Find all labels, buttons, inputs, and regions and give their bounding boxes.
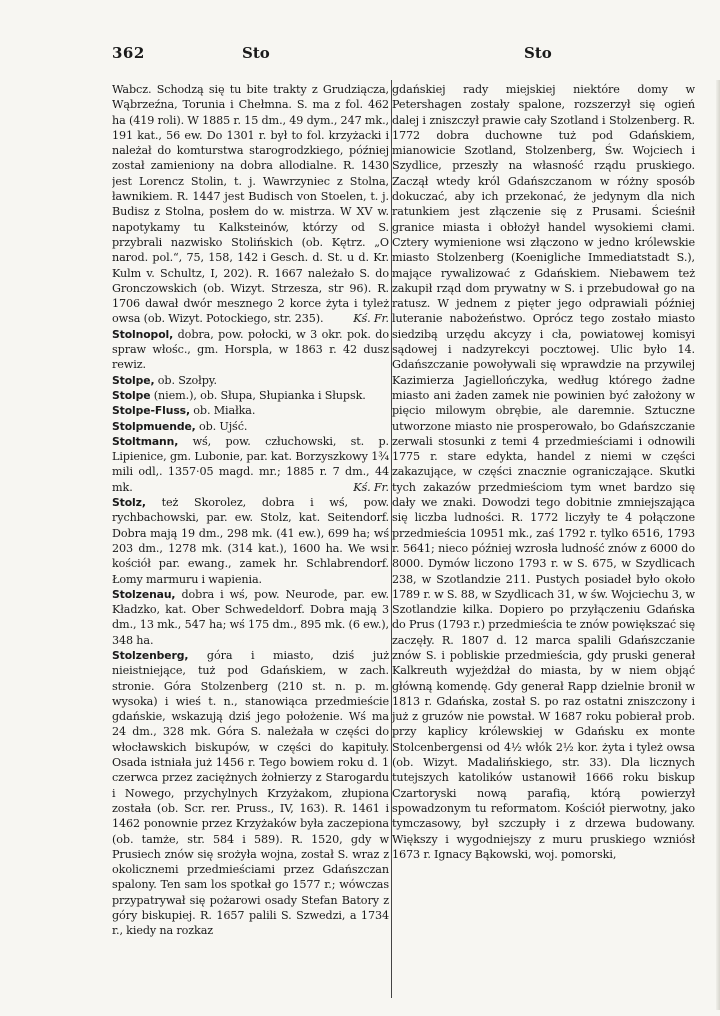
entry-text: góra i miasto, dziś już nieistniejące, tuż pod Gdańskiem, w zach. stronie. Góra Stolzenberg (210 st. n. p. m. wysoka) i wieś t. n., stanowiąca przedmieście gdańskie, wskazują dziś jego położenie. Wś ma 24 dm., 328 mk. Góra S. należała w części do włocławskich biskupów, w części do kapituły. Osada istniała już 1456 r. Tego bowiem roku d. 1 czerwca przez zaciężnych żołnierzy z Starogardu i Nowego, przychylnych Krzyżakom, złupiona została (ob. Scr. rer. Pruss., IV, 163). R. 1461 i 1462 ponownie przez Krzyżaków była zaczepiona (ob. tamże, str. 584 i 589). R. 1520, gdy w Prusiech znów się srożyła wojna, został S. wraz z okolicznemi przedmieściami przez Gdańszczan spalony. Ten sam los spotkał go 1577 r.; wówczas przypatrywał się pożarowi osady Stefan Batory z góry biskupiej. R. 1657 palili S. Szwedzi, a 1734 r., kiedy na rozkaz: [112, 648, 389, 938]
entry-text: dobra, pow. połocki, w 3 okr. pok. do spraw włośc., gm. Horspla, w 1863 r. 42 dusz rewiz.: [112, 327, 389, 372]
right-column: [392, 82, 695, 1002]
entry-headword: Stolpe,: [112, 373, 155, 387]
entry-headword: Stolz,: [112, 496, 146, 510]
dictionary-entry: [112, 388, 389, 403]
entry-headword: Stolzenau,: [112, 587, 176, 601]
dictionary-entry: [112, 327, 389, 373]
dictionary-entry: [112, 82, 389, 327]
entry-headword: Stolpe: [112, 388, 151, 402]
entry-text: wś, pow. człuchowski, st. p. Lipienice, gm. Lubonie, par. kat. Borzyszkowy 1¾ mili odl,. 1357·05 magd. mr.; 1885 r. 7 dm., 44 mk.: [112, 434, 389, 494]
entry-headword: Stolnopol,: [112, 327, 174, 341]
dictionary-entry: [392, 82, 695, 862]
entry-headword: Stolpe-Fluss,: [112, 404, 191, 418]
page-edge-shadow: [716, 80, 720, 1010]
entry-text: dobra i wś, pow. Neurode, par. ew. Kładzko, kat. Ober Schwedeldorf. Dobra mają 3 dm., 13 mk., 547 ha; wś 175 dm., 895 mk. (6 ew.), 348 ha.: [112, 587, 389, 647]
dictionary-entry: [112, 648, 389, 939]
entry-headword: Stolzenberg,: [112, 648, 189, 662]
left-running-head: Sto: [242, 44, 270, 62]
entry-text: ob. Miałka.: [193, 404, 256, 418]
left-column: [112, 82, 389, 1002]
entry-signature: Kś. Fr.: [353, 480, 389, 494]
entry-text: też Skorolez, dobra i wś, pow. rychbachowski, par. ew. Stolz, kat. Seitendorf. Dobra mają 19 dm., 298 mk. (41 ew.), 699 ha; wś 203 dm., 1278 mk. (314 kat.), 1600 ha. We wsi kościół par. ewang., zamek hr. Schlabrendorf. Łomy marmuru i wapienia.: [112, 496, 389, 586]
entry-signature: Kś. Fr.: [353, 312, 389, 326]
dictionary-entry: [112, 495, 389, 587]
dictionary-entry: [112, 373, 389, 388]
entry-text: gdańskiej rady miejskiej niektóre domy w Petershagen zostały spalone, rozszerzył się ogień dalej i zniszczył prawie cały Szotland i Stolzenberg. R. 1772 dobra duchowne tuż pod Gdańskiem, mianowicie Szotland, Stolzenberg, Św. Wojciech i Szydlice, przeszły na własność rządu pruskiego. Zaczął wtedy król Gdańszczanom w różny sposób dokuczać, aby ich przekonać, że jedynym dla nich ratunkiem jest złączenie się z Prusami. Ścieśnił granice miasta i obłożył handel wysokiemi cłami. Cztery wymienione wsi złączono w jedno królewskie miasto Stolzenberg (Koenigliche Immediatstadt S.), mające rywalizować z Gdańskiem. Niebawem też zakupił rząd dom prywatny w S. i przebudował go na ratusz. W jednem z pięter jego odprawiali później luteranie nabożeństwo. Oprócz tego zostało miasto siedzibą urzędu akcyzy i cła, powiatowej komisyi sądowej i nadzyrekcyi pocztowej. Ulic było 14. Gdańszczanie powoływali się wprawdzie na przywilej Kazimierza Jagiellończyka, według którego żadne miasto ani żaden zamek nie powinien być założony w pięcio milowym obrębie, ale daremnie. Sztuczne utworzone miasto nie prosperowało, bo Gdańszczanie zerwali stosunki z temi 4 przedmieściami i odnowili 1775 r. stare edykta, handel z niemi w części zakazujące, w części znacznie ograniczające. Skutki tych zakazów przedmieściom tym wnet bardzo się dały we znaki. Dowodzi tego dobitnie zmniejszająca się liczba ludności. R. 1772 liczyły te 4 połączone przedmieścia 10951 mk., zaś 1792 r. tylko 6516, 1793 r. 5641; nieco później wzrosła ludność znów z 6000 do 8000. Dymów liczono 1793 r. w S. 675, w Szydlicach 238, w Szotlandzie 211. Pustych posiadeł było około 1789 r. w S. 88, w Szydlicach 31, w św. Wojciechu 3, w Szotlandzie kilka. Dopiero po przyłączeniu Gdańska do Prus (1793 r.) przedmieścia te znów powiększać się zaczęły. R. 1807 d. 12 marca spalili Gdańszczanie znów S. i pobliskie przedmieścia, gdy pruski generał Kalkreuth wyjeżdżał do miasta, by w niem objąć główną komendę. Gdy generał Rapp dzielnie bronił w 1813 r. Gdańska, został S. po raz ostatni zniszczony i już z gruzów nie powstał. W 1687 roku pobierał prob. przy kaplicy królewskiej w Gdańsku ex monte Stolcenbergensi od 4½ włók 2½ kor. żyta i tyleż owsa (ob. Wizyt. Madalińskiego, str. 33). Dla licznych tutejszych katolików ustanowił 1666 roku biskup Czartoryski nową parafią, którą powierzył spowadzonym tu reformatom. Kościół pierwotny, jako tymczasowy, był szczupły i z drzewa budowany. Większy i wygodniejszy z muru pruskiego wzniósł 1673 r. Ignacy Bąkowski, woj. pomorski,: [392, 83, 695, 861]
dictionary-entry: [112, 419, 389, 434]
dictionary-entry: [112, 434, 389, 495]
page-number: 362: [112, 44, 145, 62]
dictionary-entry: [112, 587, 389, 648]
entry-text: (niem.), ob. Słupa, Słupianka i Słupsk.: [153, 388, 366, 402]
dictionary-entry: [112, 403, 389, 418]
entry-text: Wabcz. Schodzą się tu bite trakty z Grudziącza, Wąbrzeźna, Torunia i Chełmna. S. ma z fol. 462 ha (419 roli). W 1885 r. 15 dm., 49 dym., 247 mk., 191 kat., 56 ew. Do 1301 r. był to fol. krzyżacki i należał do komturstwa starogrodzkiego, później został zamieniony na dobra allodialne. R. 1430 jest Lorencz Stolin, t. j. Wawrzyniec z Stolna, ławnikiem. R. 1447 jest Budisch von Stoelen, t. j. Budisz z Stolna, posłem do w. mistrza. W XV w. napotykamy tu Kalksteinów, którzy od S. przybrali nazwisko Stolińskich (ob. Kętrz. „O narod. pol.“, 75, 158, 142 i Gesch. d. St. u d. Kr. Kulm v. Schultz, I, 202). R. 1667 należało S. do Gronczowskich (ob. Wizyt. Strzesza, str 96). R. 1706 dawał dwór mesznego 2 korce żyta i tyleż owsa (ob. Wizyt. Potockiego, str. 235).: [112, 83, 389, 326]
entry-text: ob. Ujść.: [198, 419, 248, 433]
entry-headword: Stolpmuende,: [112, 419, 196, 433]
entry-headword: Stoltmann,: [112, 434, 179, 448]
right-running-head: Sto: [524, 44, 552, 62]
entry-text: ob. Szołpy.: [157, 373, 217, 387]
page-header: [112, 44, 698, 68]
